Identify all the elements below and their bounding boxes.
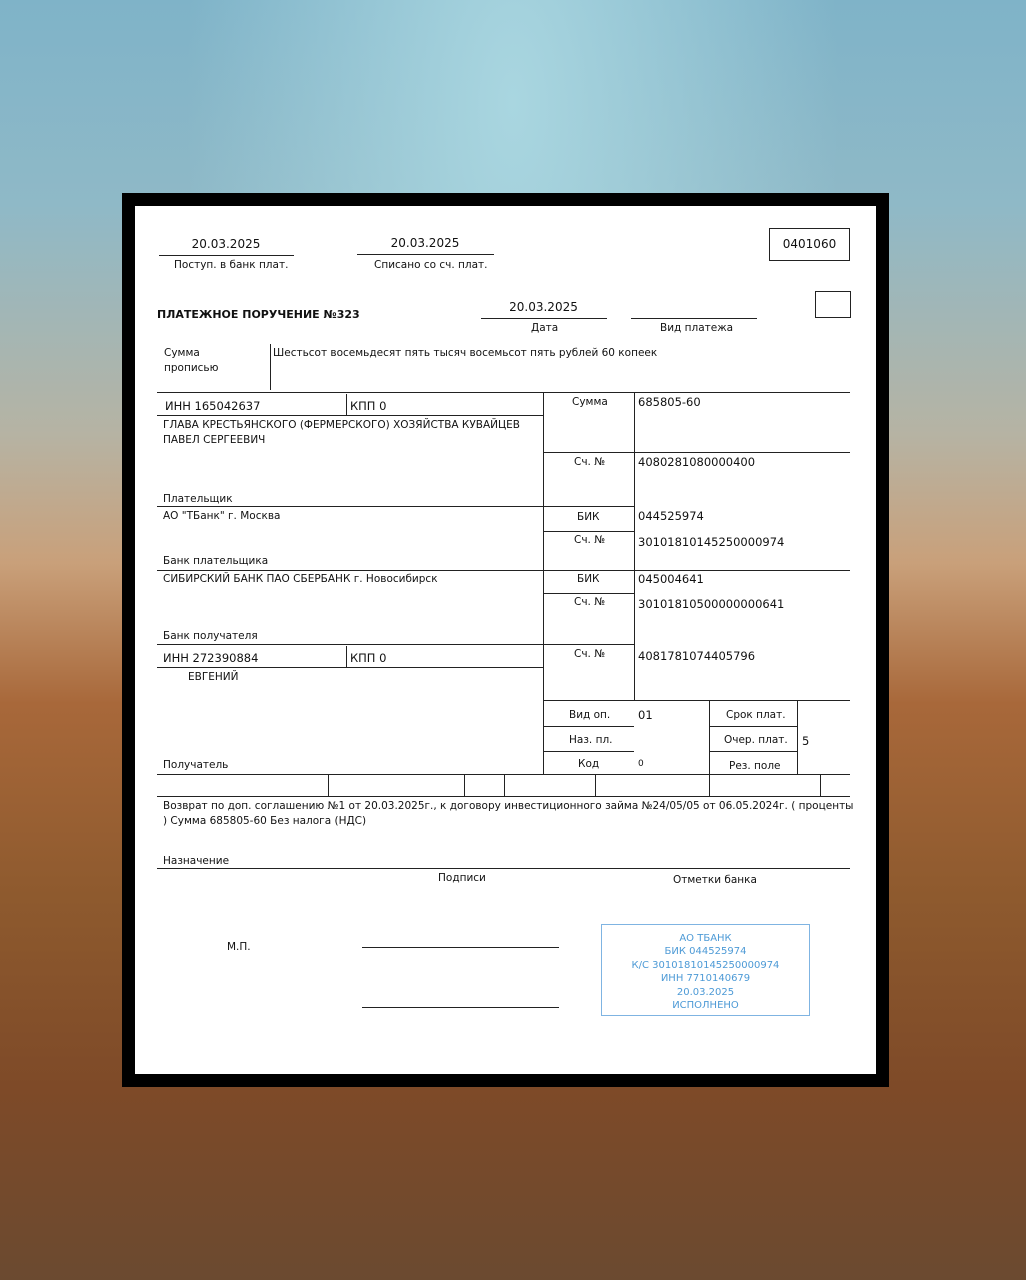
recipient-bank-name: СИБИРСКИЙ БАНК ПАО СБЕРБАНК г. Новосибирск [163, 573, 438, 585]
recipient-account: 4081781074405796 [638, 649, 756, 663]
recipient-inn: ИНН 272390884 [163, 651, 259, 665]
stamp-line-6: ИСПОЛНЕНО [672, 1000, 739, 1012]
date-debited: 20.03.2025 [390, 236, 460, 250]
bank-marks-label: Отметки банка [673, 874, 757, 886]
payer-inn: ИНН 165042637 [165, 399, 261, 413]
order-date: 20.03.2025 [509, 300, 578, 314]
recipient-bank-label: Банк получателя [163, 630, 258, 642]
payer-bank-account: 30101810145250000974 [638, 535, 785, 549]
purpose-code-label: Наз. пл. [569, 734, 613, 746]
payer-account-label: Сч. № [574, 456, 606, 468]
recipient-account-label: Сч. № [574, 648, 606, 660]
signature-line-1 [362, 947, 559, 948]
payer-amount: 685805-60 [638, 395, 701, 409]
payer-kpp: КПП 0 [350, 399, 387, 413]
recipient-bank-bik-label: БИК [577, 573, 600, 585]
recipient-label: Получатель [163, 759, 229, 771]
recipient-kpp: КПП 0 [350, 651, 387, 665]
payment-order-document [135, 206, 876, 1074]
recipient-bank-bik: 045004641 [638, 572, 704, 586]
form-code: 0401060 [782, 237, 837, 251]
payer-bank-bik: 044525974 [638, 509, 704, 523]
priority-label: Очер. плат. [724, 734, 788, 746]
payer-label: Плательщик [163, 493, 233, 505]
stamp-line-1: АО ТБАНК [679, 933, 732, 944]
amount-words-text: Шестьсот восемьдесят пять тысяч восемьсот пять рублей 60 копеек [273, 347, 658, 359]
priority-value: 5 [802, 734, 810, 748]
payer-bank-label: Банк плательщика [163, 555, 269, 567]
payer-bank-bik-label: БИК [577, 511, 600, 523]
stamp-line-2: БИК 044525974 [664, 946, 747, 958]
term-label: Срок плат. [726, 709, 786, 721]
order-date-label: Дата [531, 322, 559, 334]
amount-words-label-1: Сумма [164, 347, 200, 359]
payer-bank-name: АО "ТБанк" г. Москва [163, 510, 281, 522]
recipient-name: ЕВГЕНИЙ [188, 671, 239, 683]
purpose-line1: Возврат по доп. соглашению №1 от 20.03.2025г., к договору инвестиционного займа №24/05/05 от 06.05.2024г. ( проценты [163, 800, 854, 812]
payer-account: 4080281080000400 [638, 455, 756, 469]
purpose-line2: ) Сумма 685805-60 Без налога (НДС) [163, 815, 367, 827]
stamp-line-4: ИНН 7710140679 [660, 973, 751, 985]
signatures-label: Подписи [438, 872, 486, 884]
code-value: 0 [638, 759, 644, 769]
label-received: Поступ. в банк плат. [174, 259, 289, 271]
op-type-label: Вид оп. [569, 709, 611, 721]
payer-name-line2: ПАВЕЛ СЕРГЕЕВИЧ [163, 434, 266, 446]
payer-amount-label: Сумма [572, 396, 608, 408]
signature-line-2 [362, 1007, 559, 1008]
label-debited: Списано со сч. плат. [374, 259, 488, 271]
bank-stamp [601, 924, 810, 1016]
recipient-bank-account-label: Сч. № [574, 596, 606, 608]
purpose-label: Назначение [163, 855, 230, 867]
stamp-line-5: 20.03.2025 [676, 986, 735, 998]
code-label: Код [578, 758, 600, 770]
payer-bank-account-label: Сч. № [574, 534, 606, 546]
seal-label: М.П. [227, 941, 251, 953]
reserve-label: Рез. поле [729, 760, 781, 772]
amount-words-label-2: прописью [164, 362, 219, 374]
stamp-line-3: К/С 30101810145250000974 [631, 959, 780, 971]
page-title: ПЛАТЕЖНОЕ ПОРУЧЕНИЕ №323 [157, 308, 360, 321]
op-type: 01 [638, 708, 653, 722]
recipient-bank-account: 30101810500000000641 [638, 597, 785, 611]
payment-type-box [815, 291, 851, 318]
payer-name-line1: ГЛАВА КРЕСТЬЯНСКОГО (ФЕРМЕРСКОГО) ХОЗЯЙСТВА КУВАЙЦЕВ [163, 419, 520, 431]
payment-type-label: Вид платежа [660, 322, 734, 334]
date-received: 20.03.2025 [191, 237, 261, 251]
